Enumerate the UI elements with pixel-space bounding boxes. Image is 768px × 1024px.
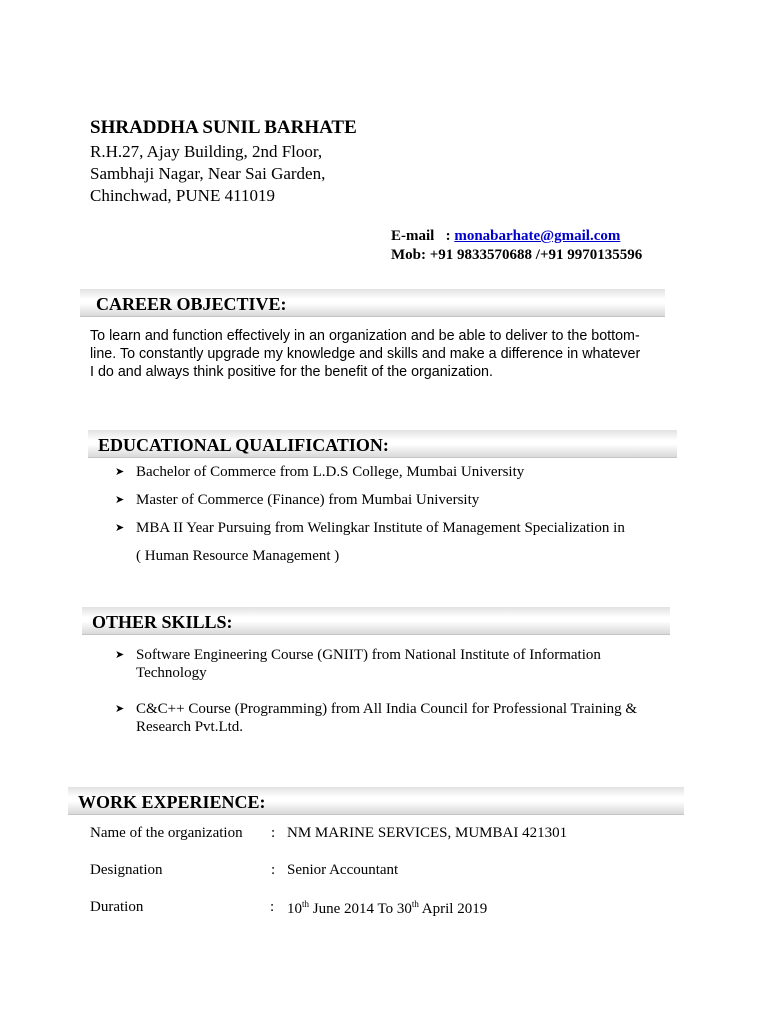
address-line-2: Sambhaji Nagar, Near Sai Garden, [90, 164, 326, 183]
arrow-bullet-icon: ➤ [115, 648, 125, 661]
designation-value: Senior Accountant [287, 862, 399, 878]
other-skills-heading: OTHER SKILLS: [82, 607, 670, 635]
objective-line-2: line. To constantly upgrade my knowledge and skills and make a difference in whatever [90, 346, 641, 362]
career-objective-heading: CAREER OBJECTIVE: [80, 289, 665, 317]
duration-end-day: 30 [396, 901, 412, 917]
work-experience-heading: WORK EXPERIENCE: [68, 787, 684, 815]
duration-end-suffix: th [411, 899, 419, 909]
organization-label: Name of the organization [90, 825, 243, 841]
objective-line-1: To learn and function effectively in an organization and be able to deliver to the bottom- [90, 328, 640, 344]
duration-label: Duration [90, 899, 144, 915]
arrow-bullet-icon: ➤ [115, 702, 125, 715]
education-item-text: MBA II Year Pursuing from Welingkar Institute of Management Specialization in [136, 520, 625, 536]
duration-start-suffix: th [302, 899, 310, 909]
arrow-bullet-icon: ➤ [115, 465, 125, 478]
colon-separator: : [271, 862, 276, 878]
candidate-name: SHRADDHA SUNIL BARHATE [90, 117, 357, 138]
organization-row [0, 825, 680, 845]
skill-item-text: C&C++ Course (Programming) from All India Council for Professional Training & Research Pvt.Ltd. [136, 701, 638, 735]
colon-separator: : [270, 899, 275, 915]
arrow-bullet-icon: ➤ [115, 493, 125, 506]
colon-separator: : [271, 825, 276, 841]
duration-start-rest: June 2014 To [309, 901, 397, 917]
organization-value: NM MARINE SERVICES, MUMBAI 421301 [287, 825, 568, 841]
education-continuation: ( Human Resource Management ) [136, 548, 340, 564]
address-line-1: R.H.27, Ajay Building, 2nd Floor, [90, 142, 323, 161]
objective-line-3: I do and always think positive for the benefit of the organization. [90, 364, 493, 380]
skill-item-text: Software Engineering Course (GNIIT) from National Institute of Information Technology [136, 647, 601, 681]
duration-row [0, 899, 680, 919]
email-label: E-mail : [391, 228, 451, 244]
designation-row [0, 862, 680, 882]
education-item-text: Master of Commerce (Finance) from Mumbai University [136, 492, 480, 508]
duration-start-day: 10 [287, 901, 302, 917]
education-heading: EDUCATIONAL QUALIFICATION: [88, 430, 677, 458]
email-link[interactable]: monabarhate@gmail.com [454, 228, 621, 244]
arrow-bullet-icon: ➤ [115, 521, 125, 534]
education-item-text: Bachelor of Commerce from L.D.S College, Mumbai University [136, 464, 525, 480]
email-line [391, 228, 620, 245]
designation-label: Designation [90, 862, 163, 878]
duration-end-rest: April 2019 [418, 901, 488, 917]
address-line-3: Chinchwad, PUNE 411019 [90, 186, 275, 205]
mobile-number: Mob: +91 9833570688 /+91 9970135596 [391, 247, 643, 263]
duration-value [287, 899, 487, 918]
